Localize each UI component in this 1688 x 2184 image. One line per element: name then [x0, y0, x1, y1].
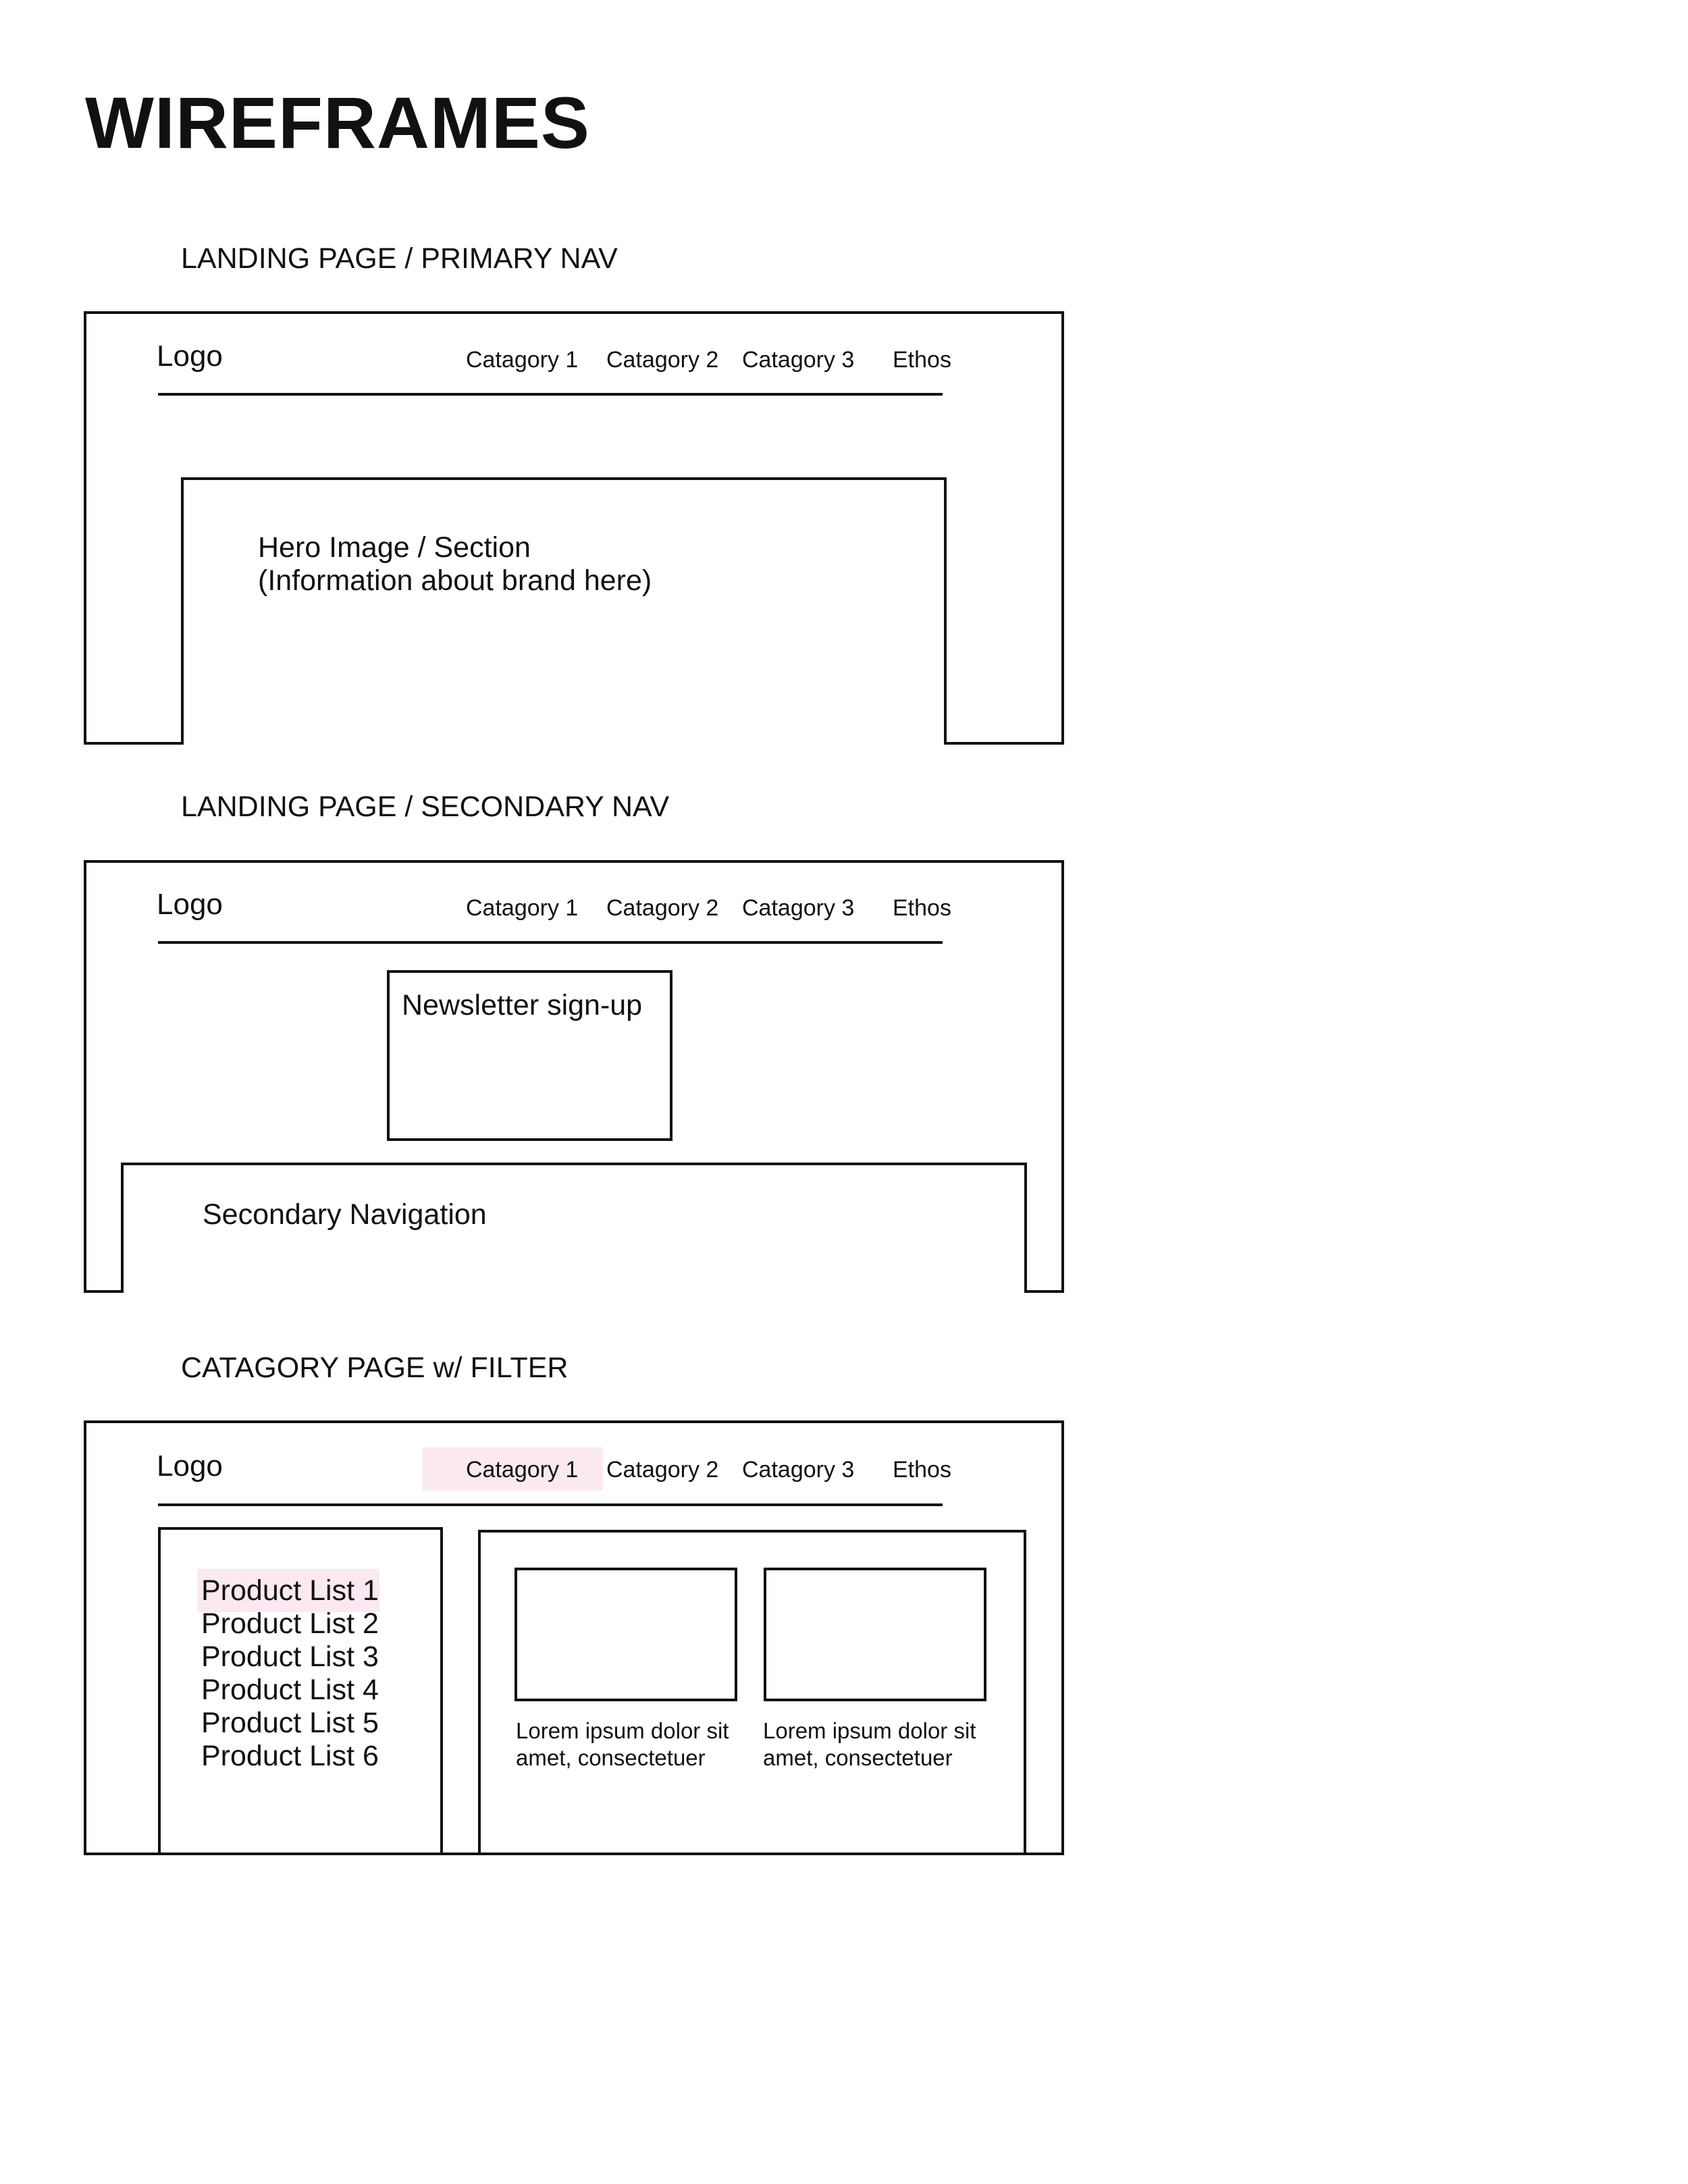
nav-item-catagory-3[interactable]: Catagory 3 [742, 895, 855, 921]
nav-item-ethos[interactable]: Ethos [893, 1457, 951, 1483]
product-caption-1-line-2: amet, consectetuer [516, 1745, 706, 1770]
nav-item-catagory-3[interactable]: Catagory 3 [742, 347, 855, 373]
wireframe-category-page [84, 1420, 1064, 1855]
product-image-2[interactable] [764, 1568, 986, 1701]
nav-item-catagory-1-active[interactable]: Catagory 1 [466, 1457, 579, 1483]
hero-section [181, 477, 947, 745]
logo[interactable]: Logo [157, 1449, 223, 1483]
product-caption-1-line-1: Lorem ipsum dolor sit [516, 1718, 729, 1743]
product-caption-2-line-2: amet, consectetuer [763, 1745, 953, 1770]
newsletter-signup-box[interactable] [387, 970, 672, 1141]
product-image-1[interactable] [515, 1568, 737, 1701]
filter-item-product-list-5[interactable]: Product List 5 [201, 1707, 379, 1739]
section-label-category-page: CATAGORY PAGE w/ FILTER [181, 1352, 569, 1384]
nav-item-catagory-2[interactable]: Catagory 2 [606, 347, 719, 373]
filter-item-product-list-6[interactable]: Product List 6 [201, 1740, 379, 1772]
hero-description: (Information about brand here) [258, 564, 652, 597]
filter-item-product-list-4[interactable]: Product List 4 [201, 1674, 379, 1706]
newsletter-signup-label: Newsletter sign-up [402, 989, 643, 1021]
wireframe-primary-nav [84, 311, 1064, 745]
nav-item-ethos[interactable]: Ethos [893, 347, 951, 373]
product-grid [478, 1530, 1026, 1855]
filter-panel [158, 1527, 443, 1855]
logo[interactable]: Logo [157, 340, 223, 373]
hero-title: Hero Image / Section [258, 531, 531, 564]
nav-item-catagory-3[interactable]: Catagory 3 [742, 1457, 855, 1483]
section-label-primary-nav: LANDING PAGE / PRIMARY NAV [181, 242, 618, 275]
nav-item-catagory-2[interactable]: Catagory 2 [606, 1457, 719, 1483]
nav-divider [158, 393, 943, 396]
filter-item-product-list-1[interactable]: Product List 1 [201, 1574, 379, 1607]
nav-item-ethos[interactable]: Ethos [893, 895, 951, 921]
secondary-navigation-box[interactable] [121, 1163, 1027, 1293]
nav-item-catagory-1[interactable]: Catagory 1 [466, 895, 579, 921]
product-caption-2-line-1: Lorem ipsum dolor sit [763, 1718, 976, 1743]
logo[interactable]: Logo [157, 888, 223, 921]
nav-divider [158, 941, 943, 944]
filter-item-product-list-3[interactable]: Product List 3 [201, 1641, 379, 1673]
nav-item-catagory-1[interactable]: Catagory 1 [466, 347, 579, 373]
wireframe-secondary-nav [84, 860, 1064, 1293]
page-title: WIREFRAMES [85, 82, 590, 163]
secondary-navigation-label: Secondary Navigation [203, 1198, 487, 1231]
filter-item-product-list-2[interactable]: Product List 2 [201, 1607, 379, 1640]
nav-divider [158, 1503, 943, 1506]
section-label-secondary-nav: LANDING PAGE / SECONDARY NAV [181, 791, 670, 823]
nav-item-catagory-2[interactable]: Catagory 2 [606, 895, 719, 921]
